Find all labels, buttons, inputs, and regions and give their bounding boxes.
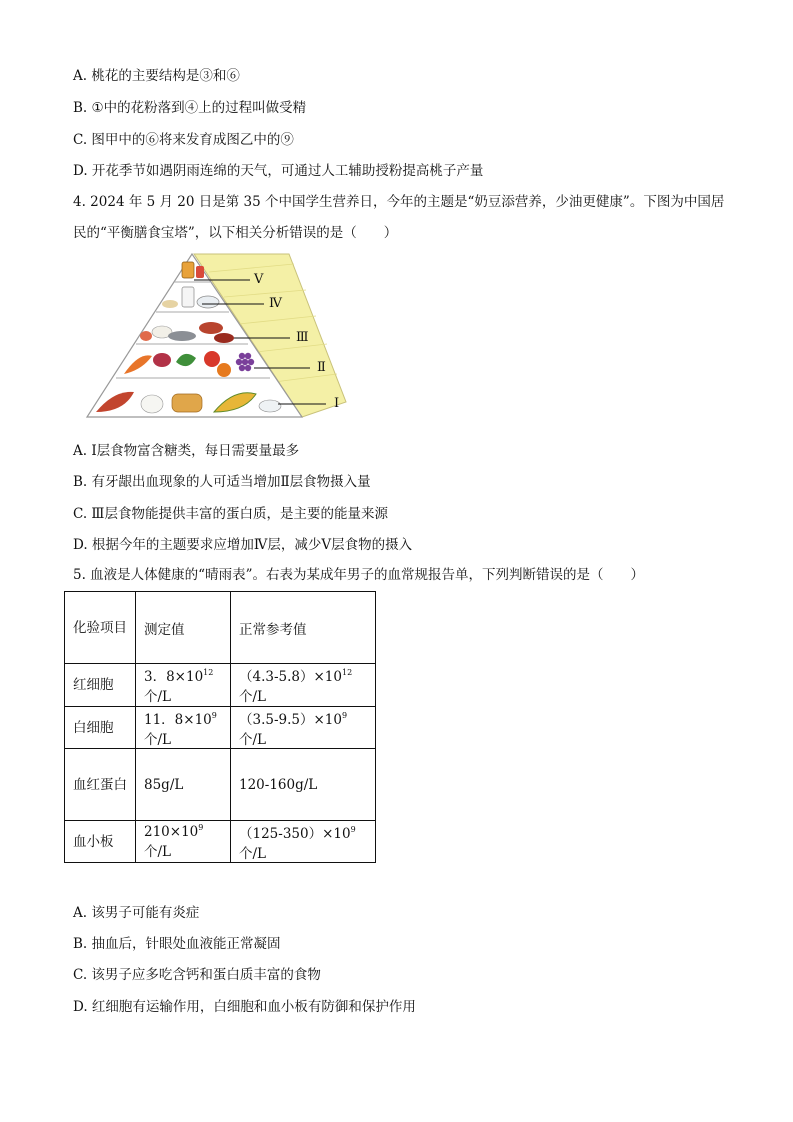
table-header-row xyxy=(65,592,376,664)
q3-option-d: D. 开花季节如遇阴雨连绵的天气，可通过人工辅助授粉提高桃子产量 xyxy=(73,163,484,179)
row-reference: 120-160g/L xyxy=(231,749,376,821)
row-value: 11．$8\times 10^9$ 个/L xyxy=(136,707,231,749)
table-row xyxy=(65,821,376,863)
pyramid-label-v: Ⅴ xyxy=(254,272,264,287)
q5-stem: 5. 血液是人体健康的“晴雨表”。右表为某成年男子的血常规报告单，下列判断错误的是（ ） xyxy=(73,567,644,583)
q3-option-a: A. 桃花的主要结构是③和⑥ xyxy=(73,68,240,84)
q4-stem-line1: 4. 2024 年 5 月 20 日是第 35 个中国学生营养日，今年的主题是“奶豆添营养，少油更健康”。下图为中国居 xyxy=(73,194,725,210)
q4-stem-line2: 民的“平衡膳食宝塔”，以下相关分析错误的是（ ） xyxy=(73,225,398,241)
q5-option-d: D. 红细胞有运输作用，白细胞和血小板有防御和保护作用 xyxy=(73,999,416,1015)
q5-option-a: A. 该男子可能有炎症 xyxy=(73,905,200,921)
food-pyramid-drawing xyxy=(84,252,354,422)
row-item: 白细胞 xyxy=(65,707,136,749)
pyramid-label-iv: Ⅳ xyxy=(269,296,282,311)
row-item: 血红蛋白 xyxy=(65,749,136,821)
row-value: $210\times 10^9$ 个/L xyxy=(136,821,231,863)
header-item: 化验项目 xyxy=(65,592,136,664)
blood-report-table xyxy=(64,591,376,863)
header-reference: 正常参考值 xyxy=(231,592,376,664)
pyramid-label-i: Ⅰ xyxy=(334,396,340,411)
header-value: 测定值 xyxy=(136,592,231,664)
q4-option-c: C. Ⅲ层食物能提供丰富的蛋白质，是主要的能量来源 xyxy=(73,506,388,522)
row-reference: $(4.3-5.8)\times 10^{12}$ 个/L xyxy=(231,664,376,707)
q3-option-c: C. 图甲中的⑥将来发育成图乙中的⑨ xyxy=(73,132,294,148)
q3-option-b: B. ①中的花粉落到④上的过程叫做受精 xyxy=(73,100,307,116)
table-row xyxy=(65,707,376,749)
table-row xyxy=(65,664,376,707)
pyramid-label-ii: Ⅱ xyxy=(317,360,326,375)
row-value: 3．$8\times 10^{12}$ 个/L xyxy=(136,664,231,707)
q5-option-b: B. 抽血后，针眼处血液能正常凝固 xyxy=(73,936,281,952)
row-item: 红细胞 xyxy=(65,664,136,707)
pyramid-label-iii: Ⅲ xyxy=(296,330,309,345)
q4-option-d: D. 根据今年的主题要求应增加Ⅳ层，减少Ⅴ层食物的摄入 xyxy=(73,537,413,553)
q4-option-a: A. Ⅰ层食物富含糖类，每日需要量最多 xyxy=(73,443,300,459)
row-reference: $(3.5-9.5)\times 10^9$ 个/L xyxy=(231,707,376,749)
row-reference: $(125-350)\times 10^9$ 个/L xyxy=(231,821,376,863)
table-row xyxy=(65,749,376,821)
row-item: 血小板 xyxy=(65,821,136,863)
row-value: 85g/L xyxy=(136,749,231,821)
food-pyramid-figure xyxy=(84,252,354,422)
q4-option-b: B. 有牙龈出血现象的人可适当增加Ⅱ层食物摄入量 xyxy=(73,474,371,490)
q5-option-c: C. 该男子应多吃含钙和蛋白质丰富的食物 xyxy=(73,967,321,983)
